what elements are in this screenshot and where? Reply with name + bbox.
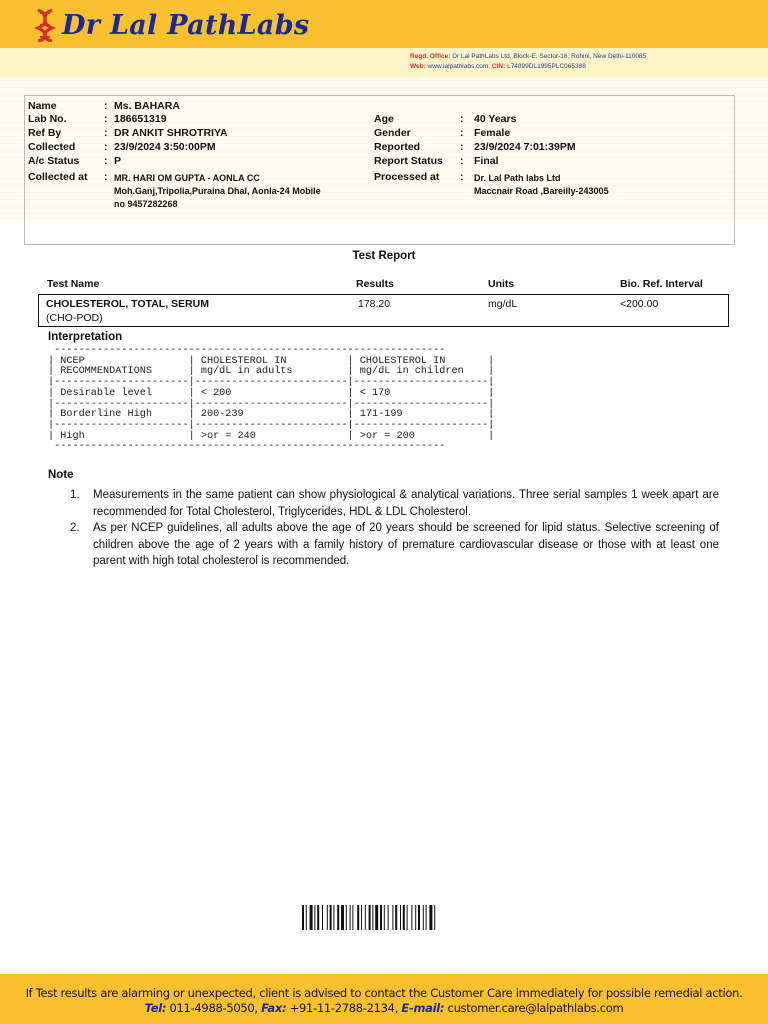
office-band <box>0 48 768 78</box>
patient-gender: Female <box>474 127 511 139</box>
column-test-name: Test Name <box>47 278 100 290</box>
test-result: 178.20 <box>358 298 391 310</box>
column-ref-interval: Bio. Ref. Interval <box>620 278 703 290</box>
office-label: Regd. Office: <box>410 53 451 60</box>
note-item: 1. Measurements in the same patient can show physiological & analytical variations. Three serial samples 1 week apart are recommended for Total Cholesterol, Triglycerides, HDL & LDL Cholesterol. <box>70 489 719 518</box>
email-address[interactable]: customer.care@lalpathlabs.com <box>447 1001 624 1015</box>
barcode-icon <box>302 905 468 930</box>
ncep-table: ---------------------------------------------------------------- | NCEP | CHOLESTEROL IN | CHOLESTEROL IN | | RECOMMENDATIONS | mg/dL in adults | mg/dL in children | |----------------------|-------------------------|----------------------| | Desirable level | < 200 | < 170 | |----------------------|-------------------------|----------------------| | Borderline High | 200-239 | 171-199 | |----------------------|-------------------------|----------------------| | High | >or = 240 | >or = 200 | ---------------------------------------------------------------- <box>48 345 495 453</box>
web-cin-line <box>410 63 586 70</box>
patient-name: Ms. BAHARA <box>114 100 180 112</box>
referring-doctor: DR ANKIT SHROTRIYA <box>114 127 228 139</box>
notes-list <box>65 487 719 570</box>
office-address: Dr Lal PathLabs Ltd, Block-E, Sector-18, Rohini, New Delhi-110085 <box>452 53 647 60</box>
collected-at-line2: Moh.Ganj,Tripolia,Puraina Dhal, Aonla-24 Mobile <box>114 186 321 196</box>
column-results: Results <box>356 278 394 290</box>
brand-name: Dr Lal PathLabs <box>62 9 310 41</box>
footer-contacts <box>0 1001 768 1015</box>
tel-label: Tel: <box>144 1001 167 1015</box>
interpretation-title: Interpretation <box>48 331 123 343</box>
cin-number: L74899DL1995PLC065388 <box>507 63 586 70</box>
patient-age: 40 Years <box>474 113 517 125</box>
fax-label: Fax: <box>261 1001 287 1015</box>
report-status: Final <box>474 155 499 167</box>
tel-number[interactable]: 011-4988-5050, <box>169 1001 258 1015</box>
test-units: mg/dL <box>488 298 518 310</box>
collected-at-line1: MR. HARI OM GUPTA - AONLA CC <box>114 173 260 183</box>
test-name: CHOLESTEROL, TOTAL, SERUM <box>46 298 209 310</box>
lab-number: 186651319 <box>114 113 167 125</box>
reported-datetime: 23/9/2024 7:01:39PM <box>474 141 576 153</box>
column-units: Units <box>488 278 515 290</box>
web-label: Web: <box>410 63 426 70</box>
collected-datetime: 23/9/2024 3:50:00PM <box>114 141 216 153</box>
footer-advisory: If Test results are alarming or unexpected, client is advised to contact the Customer Care immediately for possible remedial action. <box>25 986 743 1000</box>
account-status: P <box>114 155 122 167</box>
collected-at-line3: no 9457282268 <box>114 199 178 209</box>
fax-number: +91-11-2788-2134, <box>289 1001 399 1015</box>
web-address[interactable]: www.lalpathlabs.com, <box>427 63 491 70</box>
processed-at-line2: Maccnair Road ,Bareilly-243005 <box>474 186 609 196</box>
test-method: (CHO-POD) <box>46 312 103 324</box>
processed-at-line1: Dr. Lal Path labs Ltd <box>474 173 561 183</box>
cin-label: CIN: <box>491 63 506 70</box>
note-item: 2. As per NCEP guidelines, all adults above the age of 20 years should be screened for lipid status. Selective screening of children above the age of 2 years with a family history of premature cardiovascular disease or those with at least one parent with high total cholesterol is recommended. <box>70 522 719 567</box>
test-ref-interval: <200.00 <box>620 298 659 310</box>
registered-office <box>410 53 646 60</box>
dna-logo-icon <box>34 8 56 42</box>
report-title: Test Report <box>352 250 416 262</box>
note-title: Note <box>48 469 74 481</box>
brand-logo <box>34 8 309 42</box>
email-label: E-mail: <box>401 1001 445 1015</box>
